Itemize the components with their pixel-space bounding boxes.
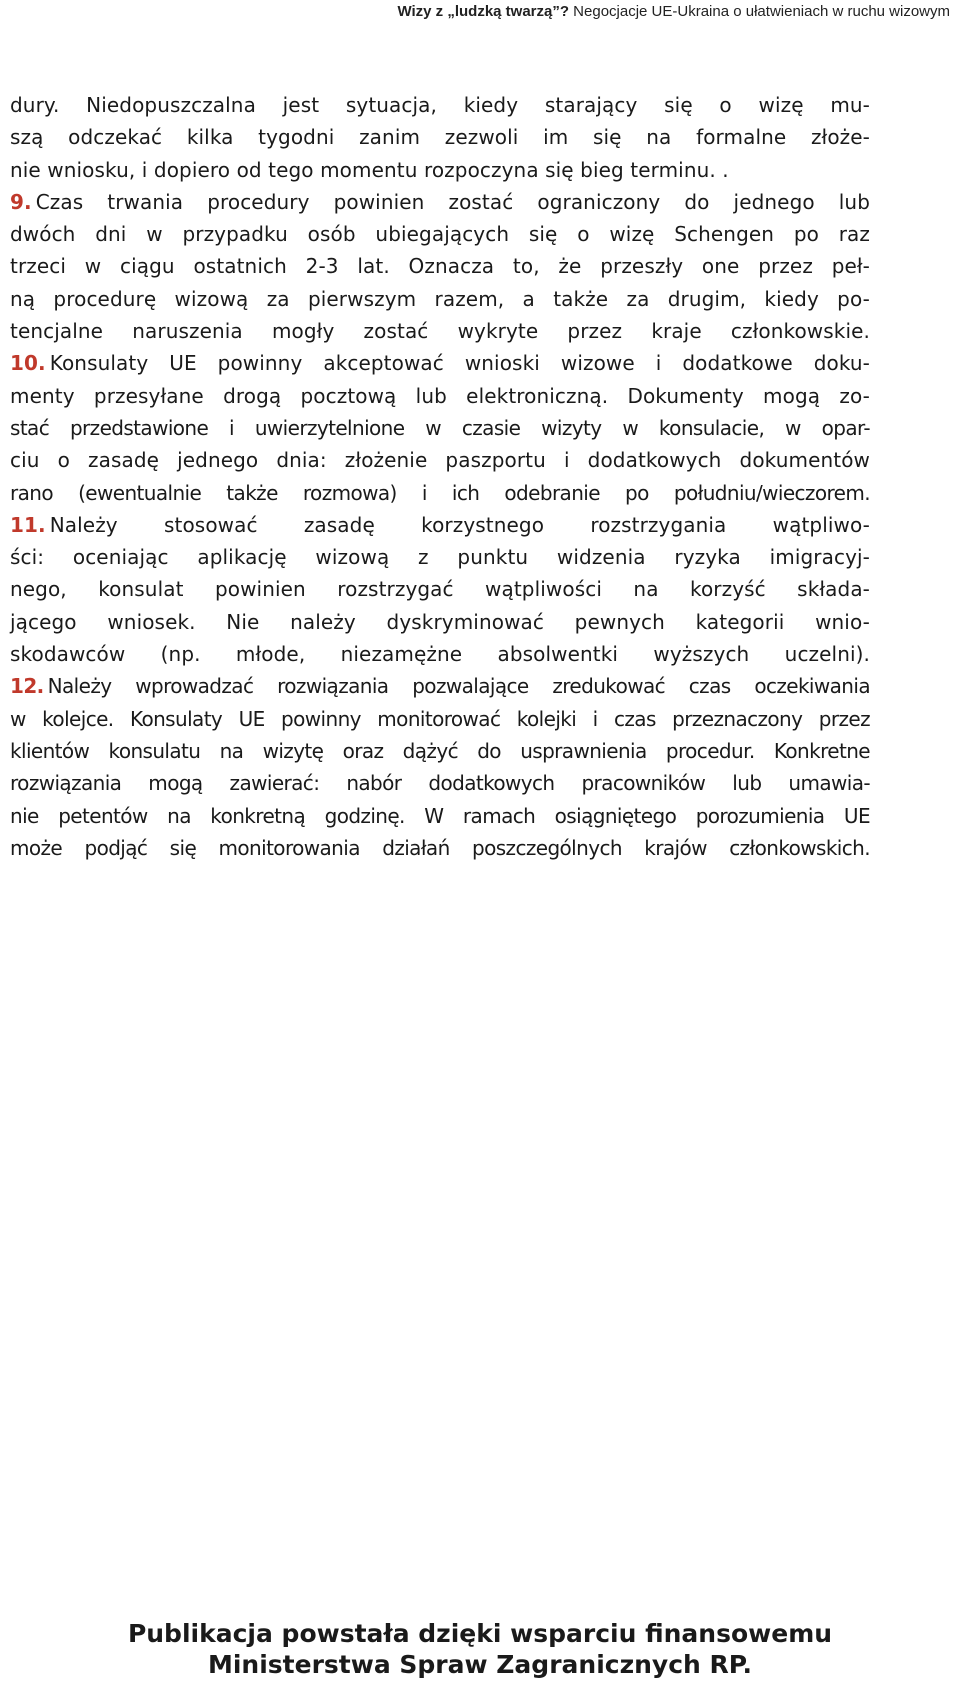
body-line <box>10 347 870 379</box>
funding-note-line-1: Publikacja powstała dzięki wsparciu finansowemu <box>127 1619 833 1648</box>
line-text: szą odczekać kilka tygodni zanim zezwoli im się na formalne złoże- <box>10 125 870 150</box>
body-line <box>10 509 870 541</box>
line-text: nie petentów na konkretną godzinę. W ramach osiągniętego porozumienia UE <box>10 803 870 828</box>
body-line <box>10 121 870 153</box>
body-line <box>10 573 870 605</box>
running-header <box>397 0 950 24</box>
body-text <box>10 89 870 864</box>
line-text: stać przedstawione i uwierzytelnione w czasie wizyty w konsulacie, w opar- <box>10 415 870 440</box>
running-header-title-rest: Negocjacje UE-Ukraina o ułatwieniach w ruchu wizowym <box>569 3 950 20</box>
line-text: rano (ewentualnie także rozmowa) i ich odebranie po południu/wieczorem. <box>10 480 870 505</box>
body-line <box>10 444 870 476</box>
body-line <box>10 735 870 767</box>
running-header-title-bold: Wizy z „ludzką twarzą”? <box>397 3 570 20</box>
body-line <box>10 703 870 735</box>
body-line <box>10 283 870 315</box>
line-text: jącego wniosek. Nie należy dyskryminować pewnych kategorii wnio- <box>10 609 870 634</box>
line-text: Należy stosować zasadę korzystnego rozstrzygania wątpliwo- <box>49 512 870 537</box>
body-line <box>10 606 870 638</box>
body-line <box>10 638 870 670</box>
body-line <box>10 800 870 832</box>
body-line <box>10 315 870 347</box>
funding-note <box>0 1618 960 1680</box>
body-line <box>10 832 870 864</box>
line-text: rozwiązania mogą zawierać: nabór dodatkowych pracowników lub umawia- <box>10 771 870 796</box>
line-text: Czas trwania procedury powinien zostać ograniczony do jednego lub <box>35 189 870 214</box>
line-text: ści: oceniając aplikację wizową z punktu widzenia ryzyka imigracyj- <box>10 545 870 570</box>
body-line <box>10 541 870 573</box>
line-text: klientów konsulatu na wizytę oraz dążyć do usprawnienia procedur. Konkretne <box>10 738 870 763</box>
funding-note-line-2: Ministerstwa Spraw Zagranicznych RP. <box>207 1650 753 1679</box>
body-line <box>10 412 870 444</box>
item-number: 11. <box>10 512 46 537</box>
item-number: 10. <box>10 351 46 376</box>
body-line <box>10 380 870 412</box>
item-number: 9. <box>10 189 32 214</box>
line-text: trzeci w ciągu ostatnich 2-3 lat. Oznacza to, że przeszły one przez peł- <box>10 254 870 279</box>
line-text: skodawców (np. młode, niezamężne absolwentki wyższych uczelni). <box>10 642 870 667</box>
line-text: dury. Niedopuszczalna jest sytuacja, kiedy starający się o wizę mu- <box>10 93 870 117</box>
body-line <box>10 767 870 799</box>
body-line <box>10 186 870 218</box>
body-line <box>10 250 870 282</box>
line-text: tencjalne naruszenia mogły zostać wykryte przez kraje członkowskie. <box>10 319 870 344</box>
body-line <box>10 89 870 121</box>
body-line <box>10 670 870 702</box>
line-text: w kolejce. Konsulaty UE powinny monitorować kolejki i czas przeznaczony przez <box>10 706 870 731</box>
item-number: 12. <box>10 674 44 699</box>
line-text: ciu o zasadę jednego dnia: złożenie paszportu i dodatkowych dokumentów <box>10 448 870 473</box>
line-text: menty przesyłane drogą pocztową lub elektroniczną. Dokumenty mogą zo- <box>10 383 870 408</box>
line-text: może podjąć się monitorowania działań poszczególnych krajów członkowskich. <box>10 835 870 860</box>
line-text: nego, konsulat powinien rozstrzygać wątpliwości na korzyść składa- <box>10 577 870 602</box>
body-line <box>10 154 870 186</box>
line-text: Należy wprowadzać rozwiązania pozwalające zredukować czas oczekiwania <box>47 674 870 699</box>
line-text: ną procedurę wizową za pierwszym razem, a także za drugim, kiedy po- <box>10 286 870 311</box>
line-text: Konsulaty UE powinny akceptować wnioski wizowe i dodatkowe doku- <box>49 351 870 376</box>
body-line <box>10 477 870 509</box>
line-text: dwóch dni w przypadku osób ubiegających się o wizę Schengen po raz <box>10 222 870 247</box>
body-line <box>10 218 870 250</box>
line-text: nie wniosku, i dopiero od tego momentu rozpoczyna się bieg terminu. . <box>10 157 729 182</box>
